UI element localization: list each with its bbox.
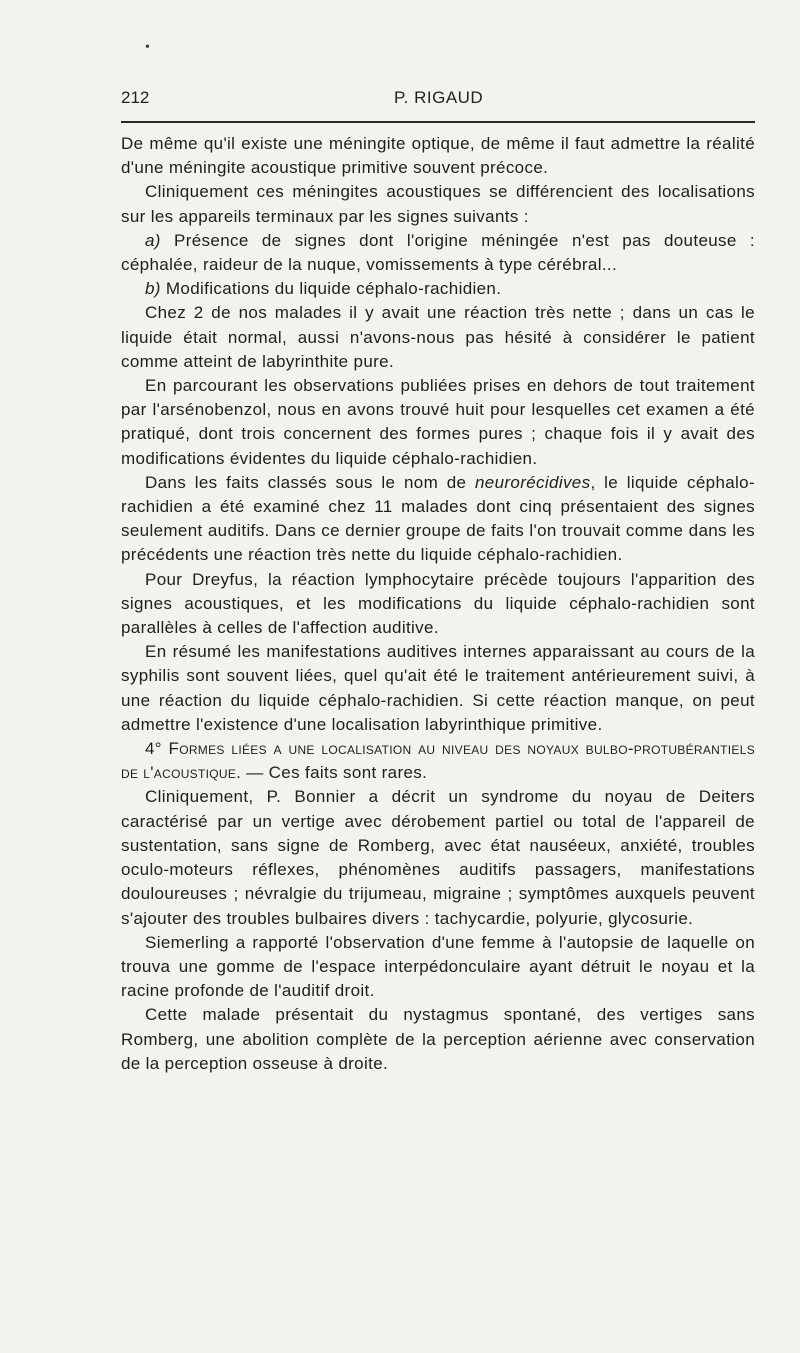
paragraph: Cette malade présentait du nystagmus spontané, des vertiges sans Romberg, une abolition complète de la perception aérienne avec conservation de la perception osseuse à droite. bbox=[121, 1005, 755, 1073]
running-head: P. RIGAUD bbox=[394, 88, 484, 107]
list-text: Présence de signes dont l'origine méningée n'est pas douteuse : céphalée, raideur de la nuque, vomissements à type cérébral... bbox=[121, 230, 755, 275]
list-text: Modifications du liquide céphalo-rachidien. bbox=[160, 279, 502, 299]
section-paragraph bbox=[121, 737, 755, 785]
paragraph: Cliniquement, P. Bonnier a décrit un syndrome du noyau de Deiters caractérisé par un vertige avec dérobement partiel ou total de l'appareil de sustentation, sans signe de Romberg, avec état nauséeux, anxiété, troubles oculo-moteurs réflexes, phénomènes auditifs passagers, manifestations douloureuses ; névralgie du trijumeau, migraine ; symptômes auxquels peuvent s'ajouter des troubles bulbaires divers : tachycardie, polyurie, glycosurie. bbox=[121, 787, 755, 928]
list-label: b) bbox=[145, 279, 161, 299]
paragraph bbox=[121, 471, 755, 568]
list-item bbox=[121, 277, 755, 301]
paragraph: Chez 2 de nos malades il y avait une réaction très nette ; dans un cas le liquide était normal, aussi n'avons-nous pas hésité à considérer le patient comme atteint de labyrinthite pure. bbox=[121, 303, 755, 371]
page-header bbox=[121, 88, 755, 112]
ink-speck: • bbox=[145, 40, 150, 55]
list-item bbox=[121, 229, 755, 277]
paragraph: Siemerling a rapporté l'observation d'une femme à l'autopsie de laquelle on trouva une gomme de l'espace interpédonculaire ayant détruit le noyau et la racine profonde de l'auditif droit. bbox=[121, 932, 755, 1001]
body-text bbox=[121, 132, 755, 1076]
paragraph: De même qu'il existe une méningite optique, de même il faut admettre la réalité d'une méningite acoustique primitive souvent précoce. bbox=[121, 134, 755, 178]
paragraph: En résumé les manifestations auditives internes apparaissant au cours de la syphilis sont souvent liées, quel qu'ait été le traitement antérieurement suivi, à une réaction du liquide céphalo-rachidien. Si cette réaction manque, on peut admettre l'existence d'une localisation labyrinthique primitive. bbox=[121, 642, 755, 734]
paragraph: En parcourant les observations publiées prises en dehors de tout traitement par l'arsénobenzol, nous en avons trouvé huit pour lesquelles cet examen a été pratiqué, dont trois concernent des formes pures ; chaque fois il y avait des modifications évidentes du liquide céphalo-rachidien. bbox=[121, 376, 755, 468]
paragraph-text: , le liquide céphalo-rachidien a été examiné chez 11 malades dont cinq présentaient des signes seulement auditifs. Dans ce dernier groupe de faits l'on trouvait comme dans les précédents une réaction très nette du liquide céphalo-rachidien. bbox=[121, 472, 755, 565]
section-text: — Ces faits sont rares. bbox=[241, 763, 428, 783]
paragraph-text: Dans les faits classés sous le nom de bbox=[145, 472, 475, 492]
paragraph: Cliniquement ces méningites acoustiques se différencient des localisations sur les appareils terminaux par les signes suivants : bbox=[121, 182, 755, 226]
section-heading: 4° Formes liées a une localisation au niveau des noyaux bulbo-protubérantiels de l'acoustique. bbox=[121, 739, 755, 783]
list-label: a) bbox=[145, 230, 161, 250]
italic-term: neurorécidives bbox=[475, 472, 591, 492]
page-number: 212 bbox=[121, 88, 150, 107]
header-rule bbox=[121, 121, 755, 123]
paragraph: Pour Dreyfus, la réaction lymphocytaire précède toujours l'apparition des signes acoustiques, et les modifications du liquide céphalo-rachidien sont parallèles à celles de l'affection auditive. bbox=[121, 569, 755, 638]
